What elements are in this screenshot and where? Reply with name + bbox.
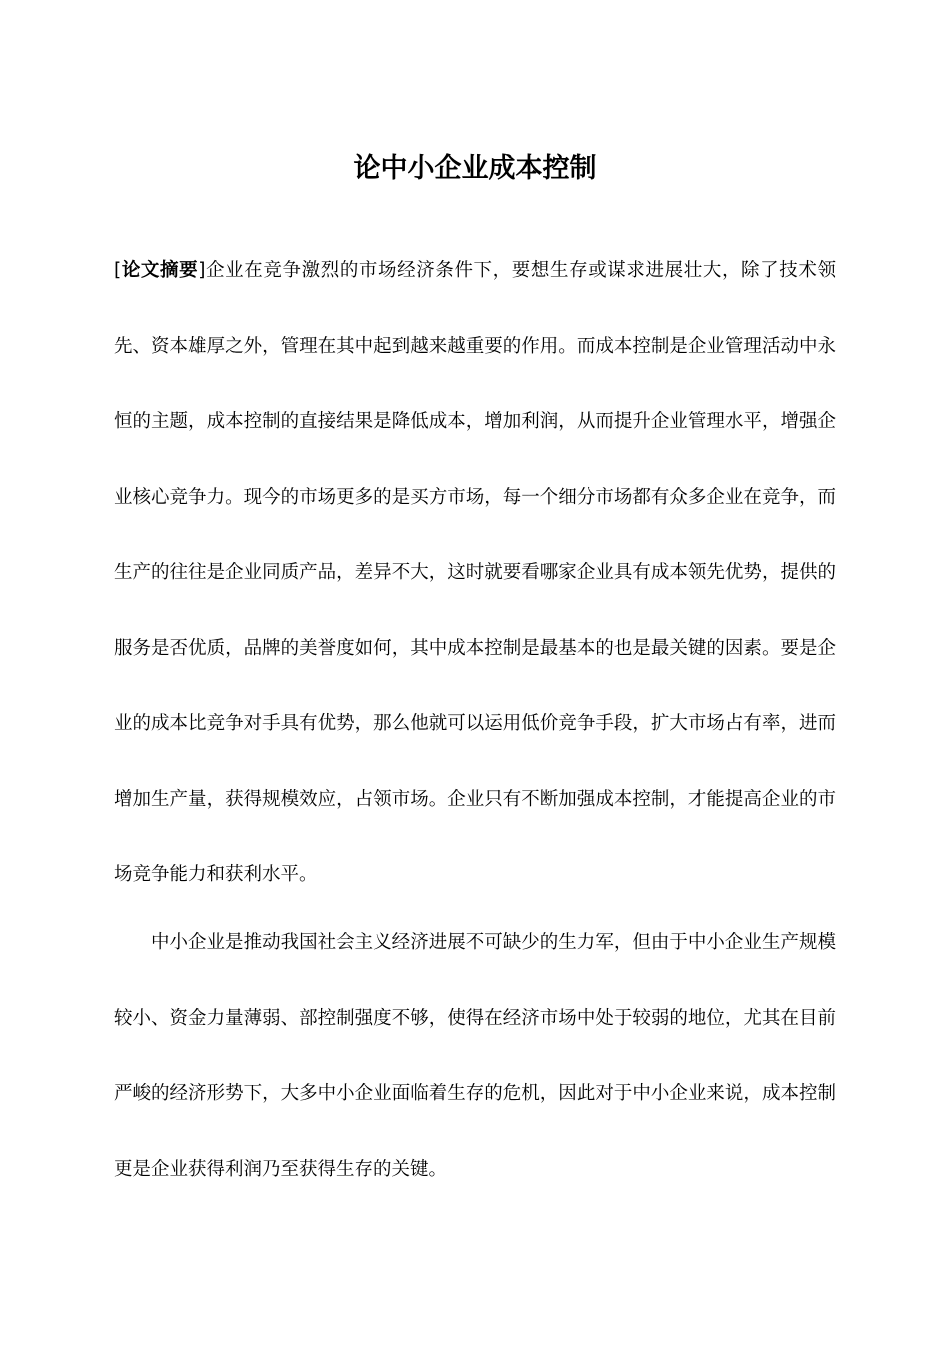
document-title: 论中小企业成本控制 xyxy=(353,153,597,184)
abstract-text: 企业在竞争激烈的市场经济条件下，要想生存或谋求进展壮大，除了技术领先、资本雄厚之外，管理在其中起到越来越重要的作用。而成本控制是企业管理活动中永恒的主题，成本控制的直接结果是降低成本，增加利润，从而提升企业管理水平，增强企业核心竞争力。现今的市场更多的是买方市场，每一个细分市场都有众多企业在竞争，而生产的往往是企业同质产品，差异不大，这时就要看哪家企业具有成本领先优势，提供的服务是否优质，品牌的美誉度如何，其中成本控制是最基本的也是最关键的因素。要是企业的成本比竞争对手具有优势，那么他就可以运用低价竞争手段，扩大市场占有率，进而增加生产量，获得规模效应，占领市场。企业只有不断加强成本控制，才能提高企业的市场竞争能力和获利水平。 xyxy=(114,260,836,885)
abstract-bracket-open: [ xyxy=(114,260,122,281)
abstract-paragraph xyxy=(114,233,836,913)
abstract-label: 论文摘要 xyxy=(121,260,199,281)
body-paragraph-2: 中小企业是推动我国社会主义经济进展不可缺少的生力军，但由于中小企业生产规模较小、资金力量薄弱、部控制强度不够，使得在经济市场中处于较弱的地位，尤其在目前严峻的经济形势下，大多中小企业面临着生存的危机，因此对于中小企业来说，成本控制更是企业获得利润乃至获得生存的关键。 xyxy=(114,932,836,1180)
abstract-bracket-close: ] xyxy=(198,260,206,281)
